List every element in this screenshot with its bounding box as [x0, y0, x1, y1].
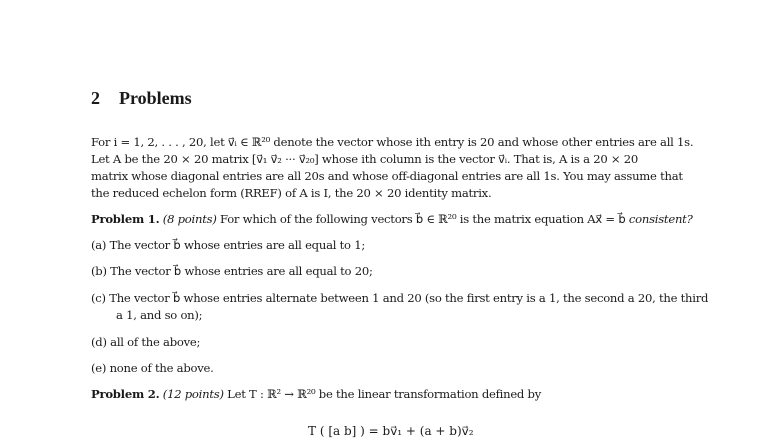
option-a: (a) The vector b⃗ whose entries are all equal to 1;	[91, 238, 365, 252]
problem-2-points: (12 points)	[162, 387, 224, 401]
section-number: 2	[91, 88, 100, 108]
intro-line-4: the reduced echelon form (RREF) of A is I, the 20 × 20 identity matrix.	[91, 186, 492, 200]
section-title: Problems	[119, 88, 192, 108]
problem-1-statement	[91, 212, 693, 226]
problem-1-points: (8 points)	[162, 212, 217, 226]
option-d: (d) all of the above;	[91, 335, 201, 349]
problem-2-statement	[91, 387, 541, 401]
problem-1-label: Problem 1.	[91, 212, 160, 226]
option-b: (b) The vector b⃗ whose entries are all equal to 20;	[91, 264, 373, 278]
transformation-formula: T ( [a b] ) = bv⃗₁ + (a + b)v⃗₂	[308, 424, 474, 438]
problem-1-text: For which of the following vectors b⃗ ∈ ℝ²⁰ is the matrix equation Ax⃗ = b⃗	[220, 212, 626, 226]
option-c: (c) The vector b⃗ whose entries alternate between 1 and 20 (so the first entry is a 1, the second a 20, the third	[91, 291, 709, 305]
intro-line-1: For i = 1, 2, . . . , 20, let v⃗ᵢ ∈ ℝ²⁰ denote the vector whose ith entry is 20 and whose other entries are all 1s.	[91, 135, 694, 149]
section-heading	[91, 88, 192, 109]
option-c-continued: a 1, and so on);	[116, 308, 203, 322]
problem-2-text: Let T : ℝ² → ℝ²⁰ be the linear transformation defined by	[227, 387, 542, 401]
intro-line-3: matrix whose diagonal entries are all 20s and whose off-diagonal entries are all 1s. You may assume that	[91, 169, 683, 183]
intro-line-2: Let A be the 20 × 20 matrix [v⃗₁ v⃗₂ ··· v⃗₂₀] whose ith column is the vector v⃗ᵢ. That is, A is a 20 × 20	[91, 152, 639, 166]
problem-2-label: Problem 2.	[91, 387, 160, 401]
problem-1-emphasis: consistent?	[628, 212, 693, 226]
option-e: (e) none of the above.	[91, 361, 214, 375]
